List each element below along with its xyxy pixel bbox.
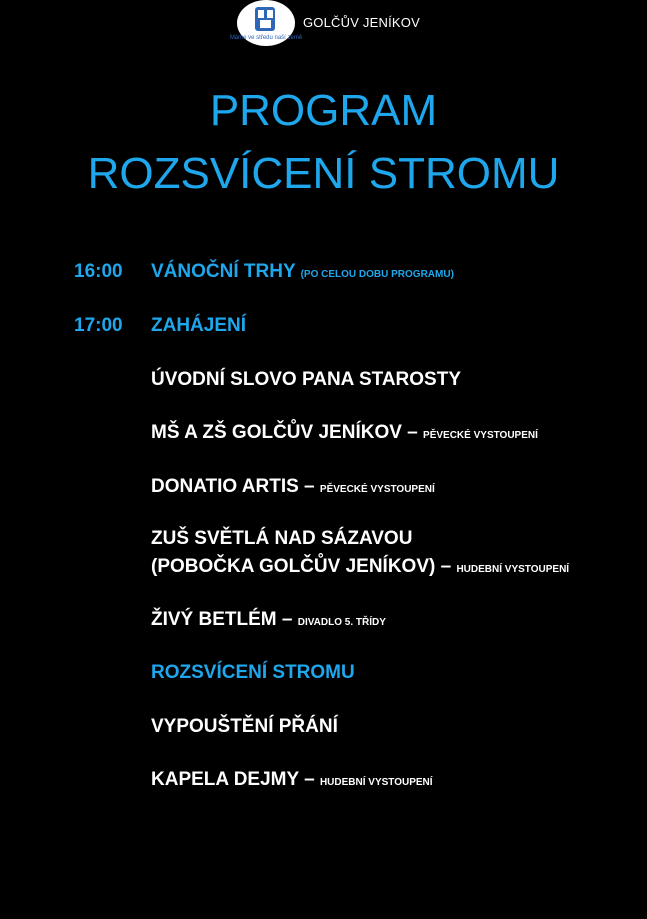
program-note: (PO CELOU DOBU PROGRAMU) bbox=[300, 269, 454, 280]
program-note: DIVADLO 5. TŘÍDY bbox=[297, 617, 386, 628]
program-note: PĚVECKÉ VYSTOUPENÍ bbox=[423, 430, 538, 441]
program-note: HUDEBNÍ VYSTOUPENÍ bbox=[456, 564, 570, 575]
town-logo bbox=[229, 0, 303, 46]
program-title: ŽIVÝ BETLÉM bbox=[151, 609, 277, 630]
town-name: GOLČŮV JENÍKOV bbox=[303, 14, 420, 30]
program-title: ROZSVÍCENÍ STROMU bbox=[151, 662, 355, 683]
program-title-line-2: (POBOČKA GOLČŮV JENÍKOV) bbox=[151, 556, 436, 577]
program-time: 17:00 bbox=[74, 315, 123, 336]
program-title: KAPELA DEJMY bbox=[151, 769, 299, 790]
program-dash: – bbox=[401, 422, 424, 443]
program-title: VYPOUŠTĚNÍ PŘÁNÍ bbox=[151, 716, 338, 737]
program-title: ZUŠ SVĚTLÁ NAD SÁZAVOU bbox=[151, 528, 413, 549]
program-title: ÚVODNÍ SLOVO PANA STAROSTY bbox=[151, 369, 462, 390]
program-dash: – bbox=[298, 476, 320, 497]
program-note: PĚVECKÉ VYSTOUPENÍ bbox=[319, 484, 435, 495]
program-title: VÁNOČNÍ TRHY bbox=[151, 261, 296, 282]
logo-lettering: Máme ve středu naší země bbox=[229, 35, 303, 41]
program-title: MŠ A ZŠ GOLČŮV JENÍKOV bbox=[151, 422, 402, 443]
header bbox=[229, 0, 420, 46]
program-dash: – bbox=[435, 556, 457, 577]
program-title: DONATIO ARTIS bbox=[151, 476, 299, 497]
page-title-line-1: PROGRAM bbox=[209, 86, 438, 135]
program-dash: – bbox=[298, 769, 320, 790]
program-time: 16:00 bbox=[74, 261, 123, 282]
program-note: HUDEBNÍ VYSTOUPENÍ bbox=[319, 777, 433, 788]
program-title: ZAHÁJENÍ bbox=[151, 315, 247, 336]
program-dash: – bbox=[276, 609, 298, 630]
page-title-line-2: ROZSVÍCENÍ STROMU bbox=[87, 149, 560, 198]
